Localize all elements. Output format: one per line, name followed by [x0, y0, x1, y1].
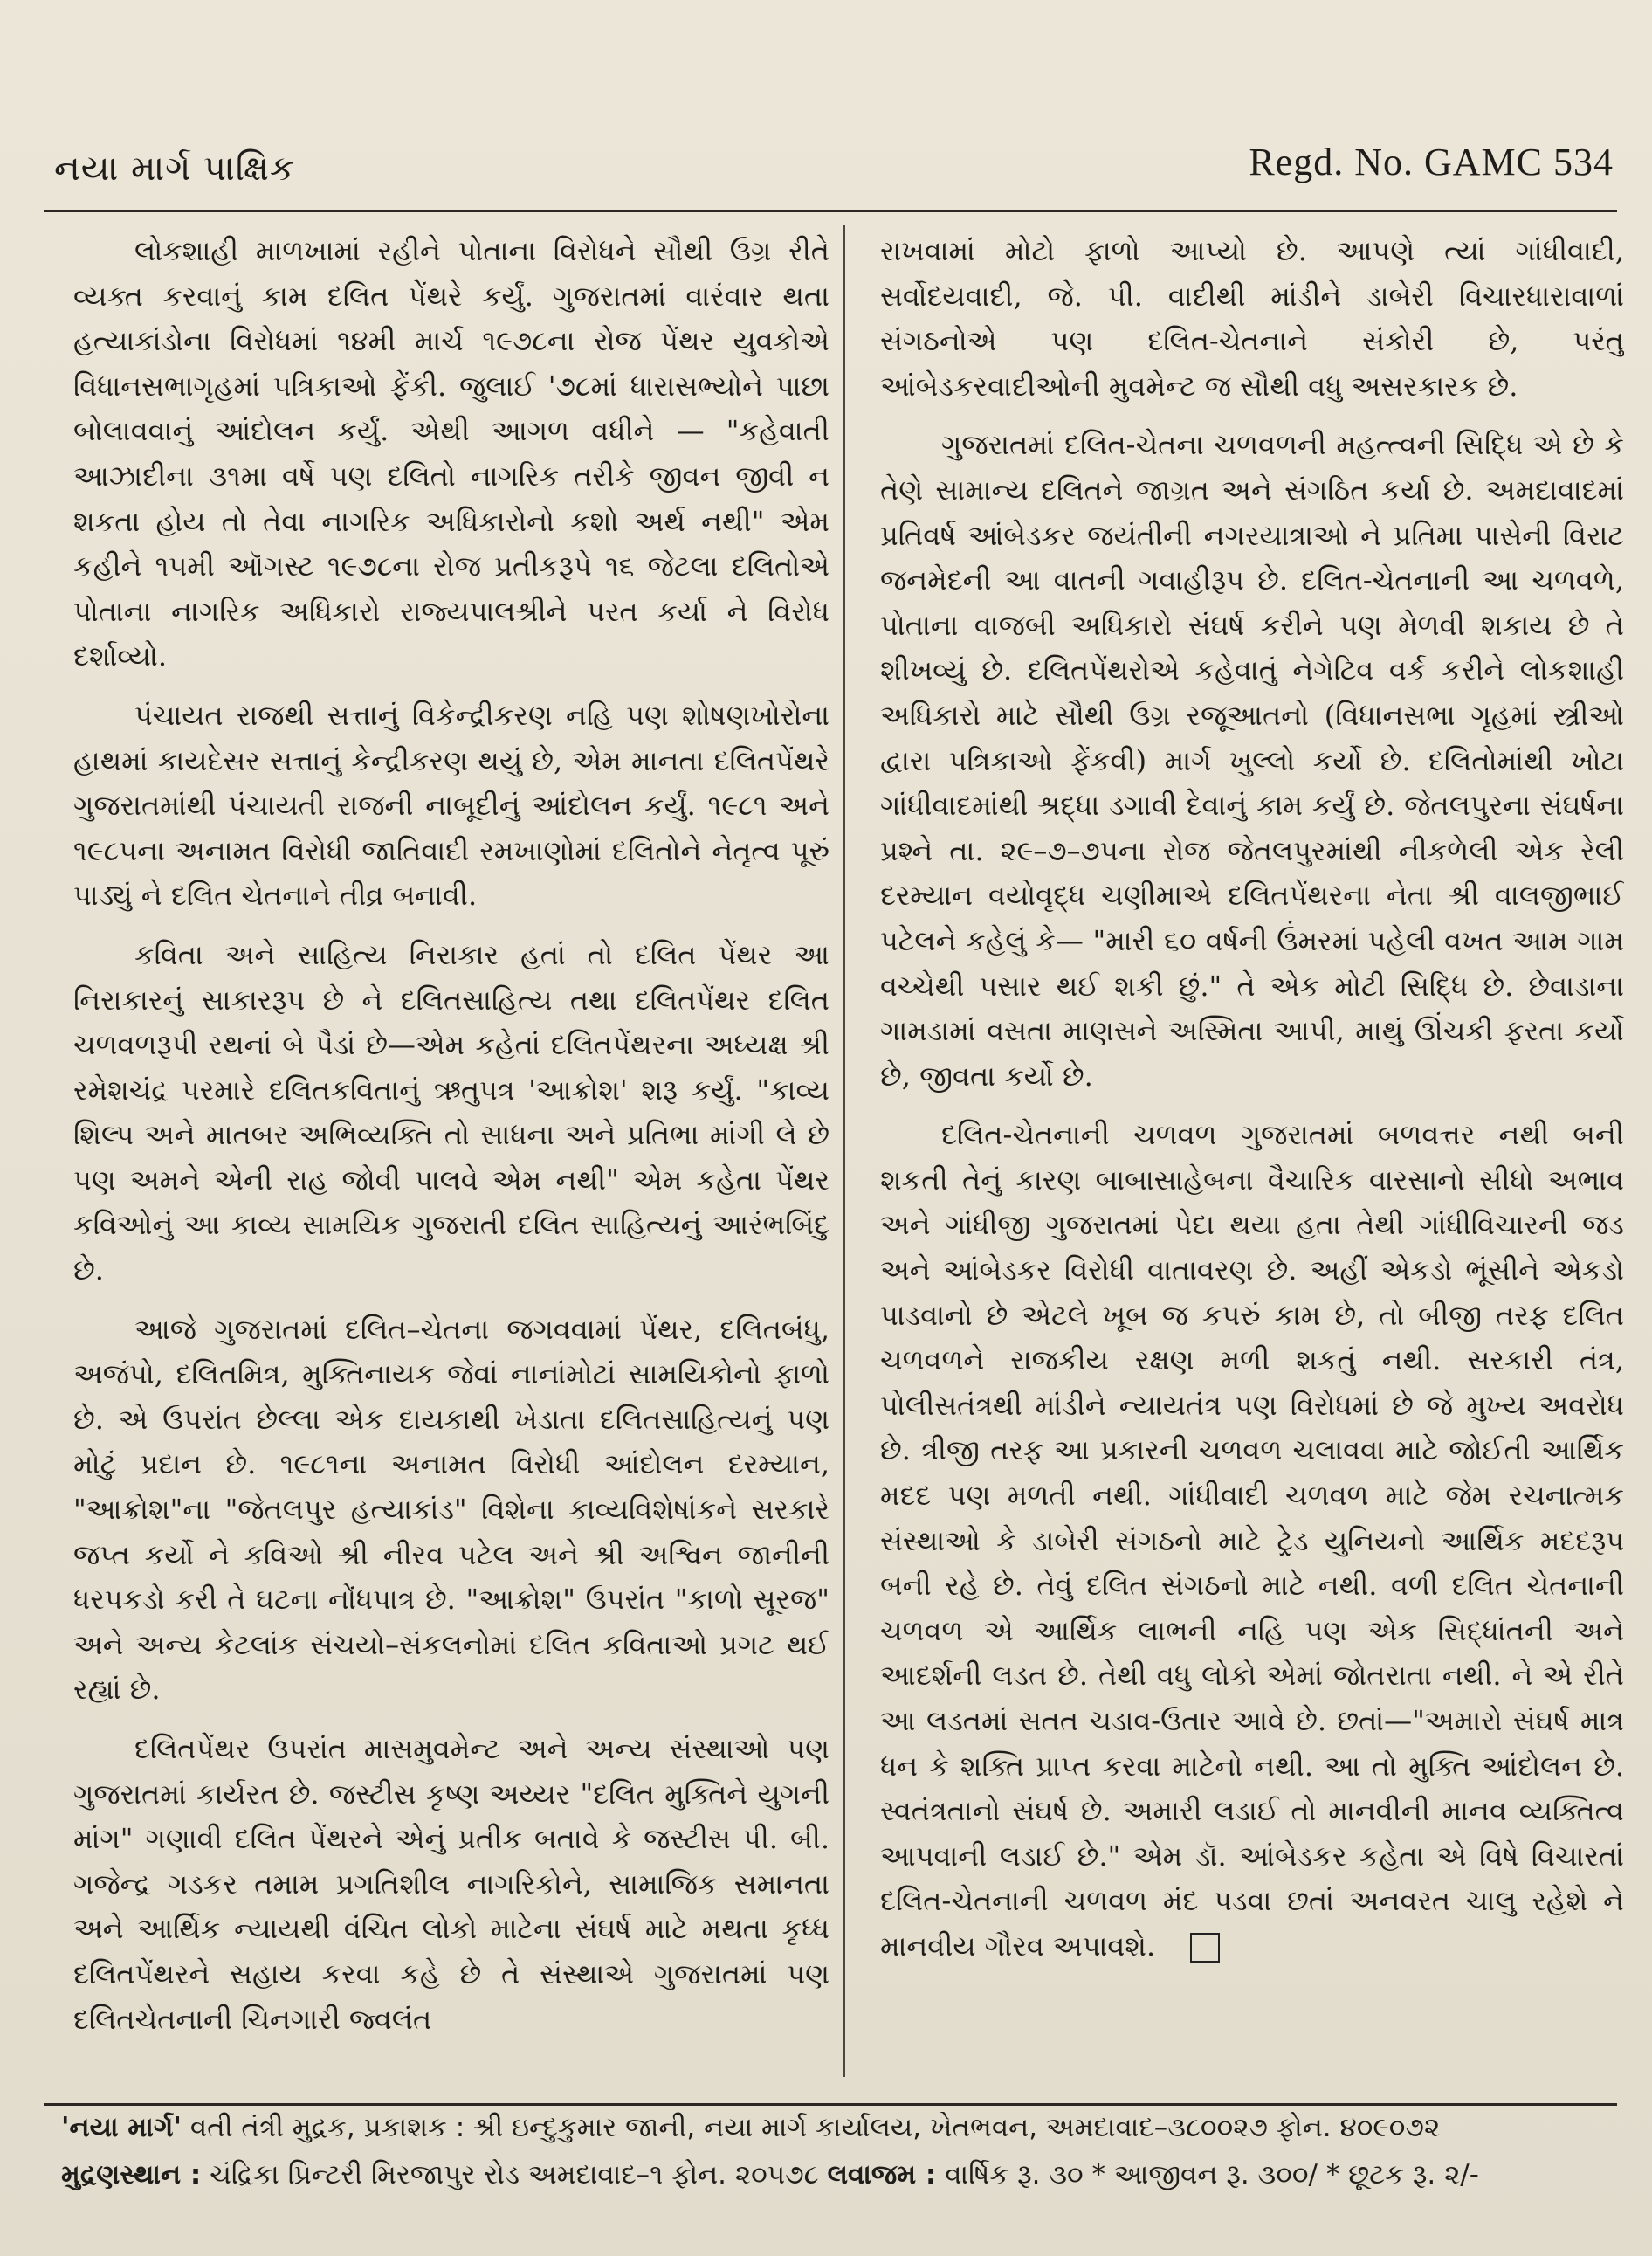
article-paragraph: આજે ગુજરાતમાં દલિત–ચેતના જગવવામાં પેંથર, દલિતબંધુ, અજંપો, દલિતમિત્ર, મુક્તિનાયક જેવાં નાનાંમોટાં સામયિકોનો ફાળો છે. એ ઉપરાંત છેલ્લા એક દાયકાથી ખેડાતા દલિતસાહિત્યનું પણ મોટું પ્રદાન છે. ૧૯૮૧ના અનામત વિરોધી આંદોલન દરમ્યાન, "આક્રોશ"ના "જેતલપુર હત્યાકાંડ" વિશેના કાવ્યવિશેષાંકને સરકારે જપ્ત કર્યો ને કવિઓ શ્રી નીરવ પટેલ અને શ્રી અશ્વિન જાનીની ધરપકડો કરી તે ઘટના નોંધપાત્ર છે. "આક્રોશ" ઉપરાંત "કાળો સૂરજ" અને અન્ય કેટલાંક સંચયો–સંકલનોમાં દલિત કવિતાઓ પ્રગટ થઈ રહ્યાં છે.: [73, 1312, 829, 1707]
printer-line: [61, 2159, 1617, 2191]
footer-rule: [44, 2103, 1617, 2106]
column-divider: [843, 225, 845, 2077]
article-paragraph: કવિતા અને સાહિત્ય નિરાકાર હતાં તો દલિત પેંથર આ નિરાકારનું સાકારરૂપ છે ને દલિતસાહિત્ય તથા દલિતપેંથર દલિત ચળવળરૂપી રથનાં બે પૈડાં છે—એમ કહેતાં દલિતપેંથરના અધ્યક્ષ શ્રી રમેશચંદ્ર પરમારે દલિતકવિતાનું ઋતુપત્ર 'આક્રોશ' શરૂ કર્યું. "કાવ્ય શિલ્પ અને માતબર અભિવ્યક્તિ તો સાધના અને પ્રતિભા માંગી લે છે પણ અમને એની રાહ જોવી પાલવે એમ નથી" એમ કહેતા પેંથર કવિઓનું આ કાવ્ય સામયિક ગુજરાતી દલિત સાહિત્યનું આરંભબિંદુ છે.: [73, 937, 829, 1287]
article-paragraph: લોકશાહી માળખામાં રહીને પોતાના વિરોધને સૌથી ઉગ્ર રીતે વ્યક્ત કરવાનું કામ દલિત પેંથરે કર્યું. ગુજરાતમાં વારંવાર થતા હત્યાકાંડોના વિરોધમાં ૧૪મી માર્ચ ૧૯૭૮ના રોજ પેંથર યુવકોએ વિધાનસભાગૃહમાં પત્રિકાઓ ફેંકી. જુલાઈ '૭૮માં ધારાસભ્યોને પાછા બોલાવવાનું આંદોલન કર્યું. એથી આગળ વધીને — "કહેવાતી આઝાદીના ૩૧મા વર્ષે પણ દલિતો નાગરિક તરીકે જીવન જીવી ન શકતા હોય તો તેવા નાગરિક અધિકારોનો કશો અર્થ નથી" એમ કહીને ૧૫મી ઑગસ્ટ ૧૯૭૮ના રોજ પ્રતીકરૂપે ૧૬ જેટલા દલિતોએ પોતાના નાગરિક અધિકારો રાજ્યપાલશ્રીને પરત કર્યા ને વિરોધ દર્શાવ્યો.: [73, 234, 829, 673]
end-mark-icon: [1190, 1933, 1220, 1963]
article-paragraph: રાખવામાં મોટો ફાળો આપ્યો છે. આપણે ત્યાં ગાંધીવાદી, સર્વોદયવાદી, જે. પી. વાદીથી માંડીને ડાબેરી વિચારધારાવાળાં સંગઠનોએ પણ દલિત-ચેતનાને સંકોરી છે, પરંતુ આંબેડકરવાદીઓની મુવમેન્ટ જ સૌથી વધુ અસરકારક છે.: [880, 234, 1624, 403]
article-paragraph: દલિતપેંથર ઉપરાંત માસમુવમેન્ટ અને અન્ય સંસ્થાઓ પણ ગુજરાતમાં કાર્યરત છે. જસ્ટીસ કૃષ્ણ અય્યર "દલિત મુક્તિને યુગની માંગ" ગણાવી દલિત પેંથરને એનું પ્રતીક બતાવે કે જસ્ટીસ પી. બી. ગજેન્દ્ર ગડકર તમામ પ્રગતિશીલ નાગરિકોને, સામાજિક સમાનતા અને આર્થિક ન્યાયથી વંચિત લોકો માટેના સંઘર્ષ માટે મથતા કૃધ્ધ દલિતપેંથરને સહાય કરવા કહે છે તે સંસ્થાએ ગુજરાતમાં પણ દલિતચેતનાની ચિનગારી જ્વલંત: [73, 1732, 829, 2036]
closing-paragraph-text: દલિત-ચેતનાની ચળવળ ગુજરાતમાં બળવત્તર નથી બની શકતી તેનું કારણ બાબાસાહેબના વૈચારિક વારસાનો સીધો અભાવ અને ગાંધીજી ગુજરાતમાં પેદા થયા હતા તેથી ગાંધીવિચારની જડ અને આંબેડકર વિરોધી વાતાવરણ છે. અહીં એકડો ભૂંસીને એકડો પાડવાનો છે એટલે ખૂબ જ કપરું કામ છે, તો બીજી તરફ દલિત ચળવળને રાજકીય રક્ષણ મળી શકતું નથી. સરકારી તંત્ર, પોલીસતંત્રથી માંડીને ન્યાયતંત્ર પણ વિરોધમાં છે જે મુખ્ય અવરોધ છે. ત્રીજી તરફ આ પ્રકારની ચળવળ ચલાવવા માટે જોઈતી આર્થિક મદદ પણ મળતી નથી. ગાંધીવાદી ચળવળ માટે જેમ રચનાત્મક સંસ્થાઓ કે ડાબેરી સંગઠનો માટે ટ્રેડ યુનિયનો આર્થિક મદદરૂપ બની રહે છે. તેવું દલિત સંગઠનો માટે નથી. વળી દલિત ચેતનાની ચળવળ એ આર્થિક લાભની નહિ પણ એક સિદ્ધાંતની અને આદર્શની લડત છે. તેથી વધુ લોકો એમાં જોતરાતા નથી. ને એ રીતે આ લડતમાં સતત ચડાવ-ઉતાર આવે છે. છતાં—"અમારો સંઘર્ષ માત્ર ધન કે શક્તિ પ્રાપ્ત કરવા માટેનો નથી. આ તો મુક્તિ આંદોલન છે. સ્વતંત્રતાનો સંઘર્ષ છે. અમારી લડાઈ તો માનવીની માનવ વ્યક્તિત્વ આપવાની લડાઈ છે." એમ ડૉ. આંબેડકર કહેતા એ વિષે વિચારતાં દલિત-ચેતનાની ચળવળ મંદ પડવા છતાં અનવરત ચાલુ રહેશે ને માનવીય ગૌરવ અપાવશે.: [880, 1118, 1624, 1963]
imprint-text: વતી તંત્રી મુદ્રક, પ્રકાશક : શ્રી ઇન્દુકુમાર જાની, નયા માર્ગ કાર્યાલય, ખેતભવન, અમદાવાદ–૩૮૦૦૨૭ ફોન. ૪૦૯૦૭૨: [189, 2112, 1441, 2143]
imprint-line: [61, 2112, 1617, 2144]
left-column: [73, 229, 829, 2080]
subscription-label: લવાજમ :: [827, 2159, 937, 2190]
article-paragraph: પંચાયત રાજથી સત્તાનું વિકેન્દ્રીકરણ નહિ પણ શોષણખોરોના હાથમાં કાયદેસર સત્તાનું કેન્દ્રીકરણ થયું છે, એમ માનતા દલિતપેંથરે ગુજરાતમાંથી પંચાયતી રાજની નાબૂદીનું આંદોલન કર્યું. ૧૯૮૧ અને ૧૯૮૫ના અનામત વિરોધી જાતિવાદી રમખાણોમાં દલિતોને નેતૃત્વ પૂરું પાડ્યું ને દલિત ચેતનાને તીવ્ર બનાવી.: [73, 698, 829, 913]
right-column: [880, 229, 1624, 2080]
header-rule: [44, 210, 1617, 212]
printer-label: મુદ્રણસ્થાન :: [61, 2159, 202, 2190]
publication-title: નયા માર્ગ પાક્ષિક: [54, 148, 296, 189]
article-paragraph: ગુજરાતમાં દલિત-ચેતના ચળવળની મહત્ત્વની સિદ્ધિ એ છે કે તેણે સામાન્ય દલિતને જાગ્રત અને સંગઠિત કર્યા છે. અમદાવાદમાં પ્રતિવર્ષ આંબેડકર જયંતીની નગરયાત્રાઓ ને પ્રતિમા પાસેની વિરાટ જનમેદની આ વાતની ગવાહીરૂપ છે. દલિત-ચેતનાની આ ચળવળે, પોતાના વાજબી અધિકારો સંઘર્ષ કરીને પણ મેળવી શકાય છે તે શીખવ્યું છે. દલિતપેંથરોએ કહેવાતું નેગેટિવ વર્ક કરીને લોકશાહી અધિકારો માટે સૌથી ઉગ્ર રજૂઆતનો (વિધાનસભા ગૃહમાં સ્ત્રીઓ દ્વારા પત્રિકાઓ ફેંકવી) માર્ગ ખુલ્લો કર્યો છે. દલિતોમાંથી ખોટા ગાંધીવાદમાંથી શ્રદ્ધા ડગાવી દેવાનું કામ કર્યું છે. જેતલપુરના સંઘર્ષના પ્રશ્ને તા. ૨૯–૭–૭૫ના રોજ જેતલપુરમાંથી નીકળેલી એક રેલી દરમ્યાન વયોવૃદ્ધ ચણીમાએ દલિતપેંથરના નેતા શ્રી વાલજીભાઈ પટેલને કહેલું કે— "મારી ૬૦ વર્ષની ઉંમરમાં પહેલી વખત આમ ગામ વચ્ચેથી પસાર થઈ શકી છું." તે એક મોટી સિદ્ધિ છે. છેવાડાના ગામડામાં વસતા માણસને અસ્મિતા આપી, માથું ઊંચકી ફરતા કર્યો છે, જીવતા કર્યો છે.: [880, 428, 1624, 1093]
imprint-label: 'નયા માર્ગ': [61, 2112, 182, 2143]
article-paragraph: [880, 1113, 1624, 1969]
subscription-text: વાર્ષિક રૂ. ૩૦ * આજીવન રૂ. ૩૦૦/ * છૂટક રૂ. ૨/-: [945, 2159, 1479, 2190]
printer-text: ચંદ્રિકા પ્રિન્ટરી મિરજાપુર રોડ અમદાવાદ–૧ ફોન. ૨૦૫૭૮: [210, 2159, 819, 2190]
registration-number: Regd. No. GAMC 534: [1249, 141, 1614, 183]
